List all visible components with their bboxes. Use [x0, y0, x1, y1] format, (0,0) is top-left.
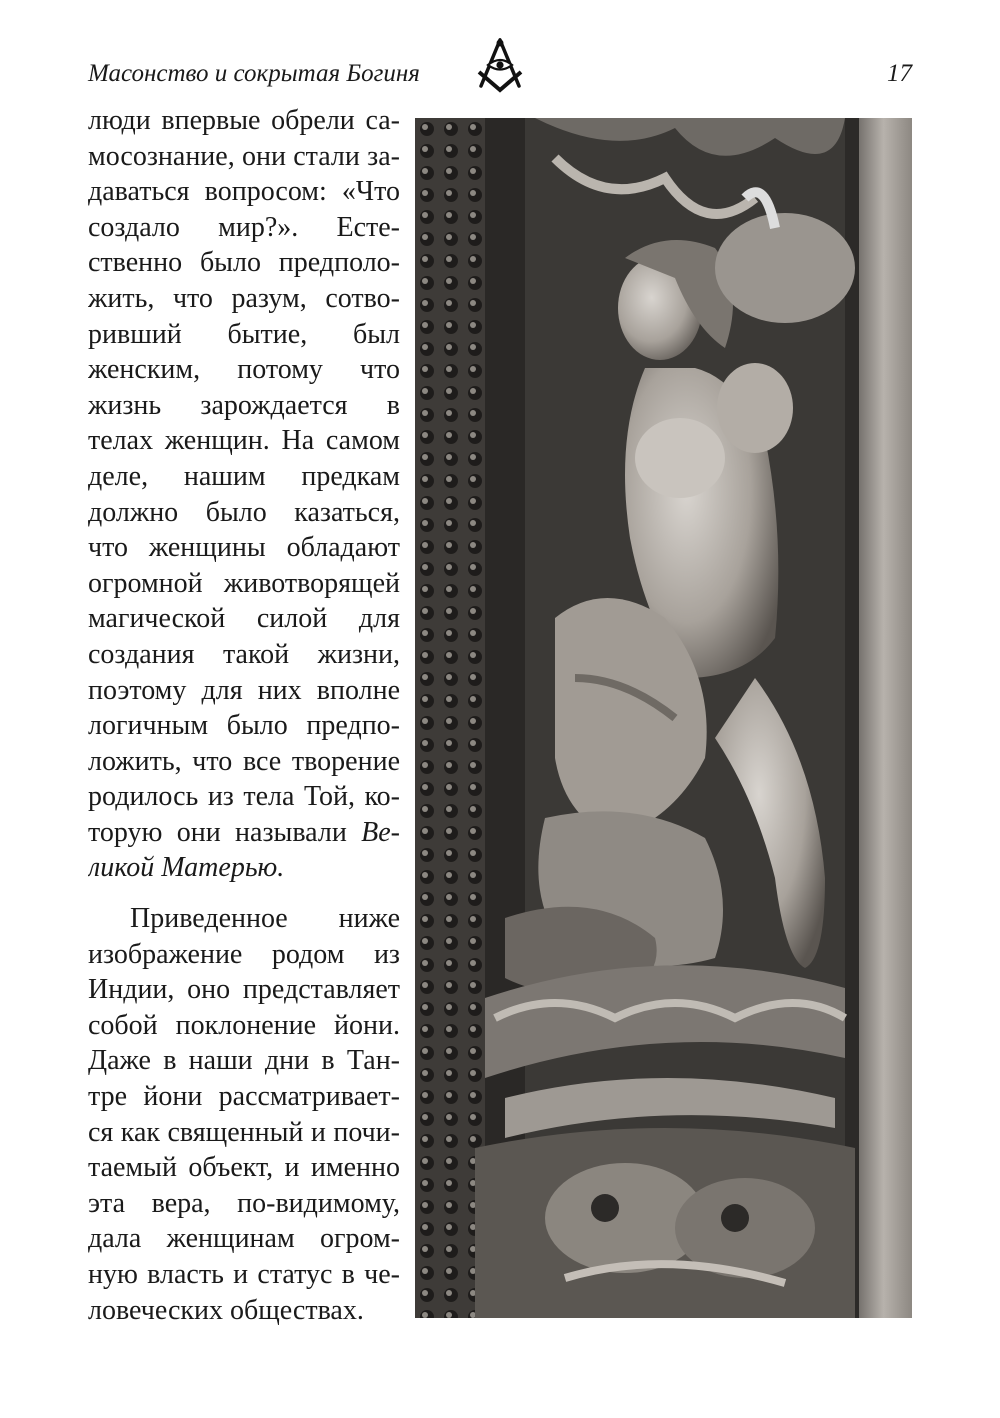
text-line: Даже в наши дни в Тан- [88, 1045, 400, 1077]
text-line: телах женщин. На самом [88, 425, 400, 457]
text-line: ственно было предполо- [88, 247, 400, 279]
paragraph-1 [88, 103, 400, 886]
text-line: жить, что разум, сотво- [88, 282, 400, 314]
text-line: эта вера, по-видимому, [88, 1187, 400, 1219]
text-line: родилось из тела Той, ко- [88, 781, 400, 813]
text-line: тре йони рассматривает- [88, 1081, 400, 1113]
text-line: ложить, что все творение [88, 745, 400, 777]
text-line: логичным было предпо- [88, 710, 400, 742]
text-line: люди впервые обрели са- [88, 105, 400, 136]
text-line: таемый объект, и именно [88, 1152, 400, 1184]
text-line: деле, нашим предкам [88, 460, 400, 492]
text-line: ривший бытие, был [88, 318, 400, 350]
text-line: Индии, оно представляет [88, 974, 400, 1006]
italic-term: Ве- [361, 816, 400, 848]
text-line: ную власть и статус в че- [88, 1259, 400, 1290]
text-line: дала женщинам огром- [88, 1223, 400, 1255]
text-line: даваться вопросом: «Что [88, 176, 400, 208]
text-line: изображение родом из [88, 938, 400, 970]
paragraph-2 [88, 901, 400, 1328]
italic-term: ликой Матерью. [88, 852, 285, 884]
text-line: поэтому для них вполне [88, 674, 400, 706]
text-line: жизнь зарождается в [88, 389, 400, 421]
text-line: создания такой жизни, [88, 638, 400, 670]
text-fragment: торую они называли [88, 816, 347, 848]
text-line: магической силой для [88, 603, 400, 635]
page-number: 17 [887, 60, 912, 87]
temple-relief-image [415, 118, 912, 1318]
body-text [88, 103, 400, 1328]
text-line: что женщины обладают [88, 532, 400, 564]
running-title: Масонство и сокрытая Богиня [88, 60, 420, 87]
text-line: огромной животворящей [88, 567, 400, 599]
text-line [88, 850, 400, 886]
text-line: создало мир?». Есте- [88, 211, 400, 243]
text-line [88, 815, 400, 851]
text-line: собой поклонение йони. [88, 1009, 400, 1041]
masonic-emblem-icon [471, 36, 529, 94]
text-line: женским, потому что [88, 354, 400, 386]
text-line: должно было казаться, [88, 496, 400, 528]
text-line: ся как священный и почи- [88, 1116, 400, 1148]
text-line: мосознание, они стали за- [88, 140, 400, 172]
text-line: Приведенное ниже [130, 903, 400, 935]
text-line: ловеческих обществах. [88, 1294, 364, 1326]
